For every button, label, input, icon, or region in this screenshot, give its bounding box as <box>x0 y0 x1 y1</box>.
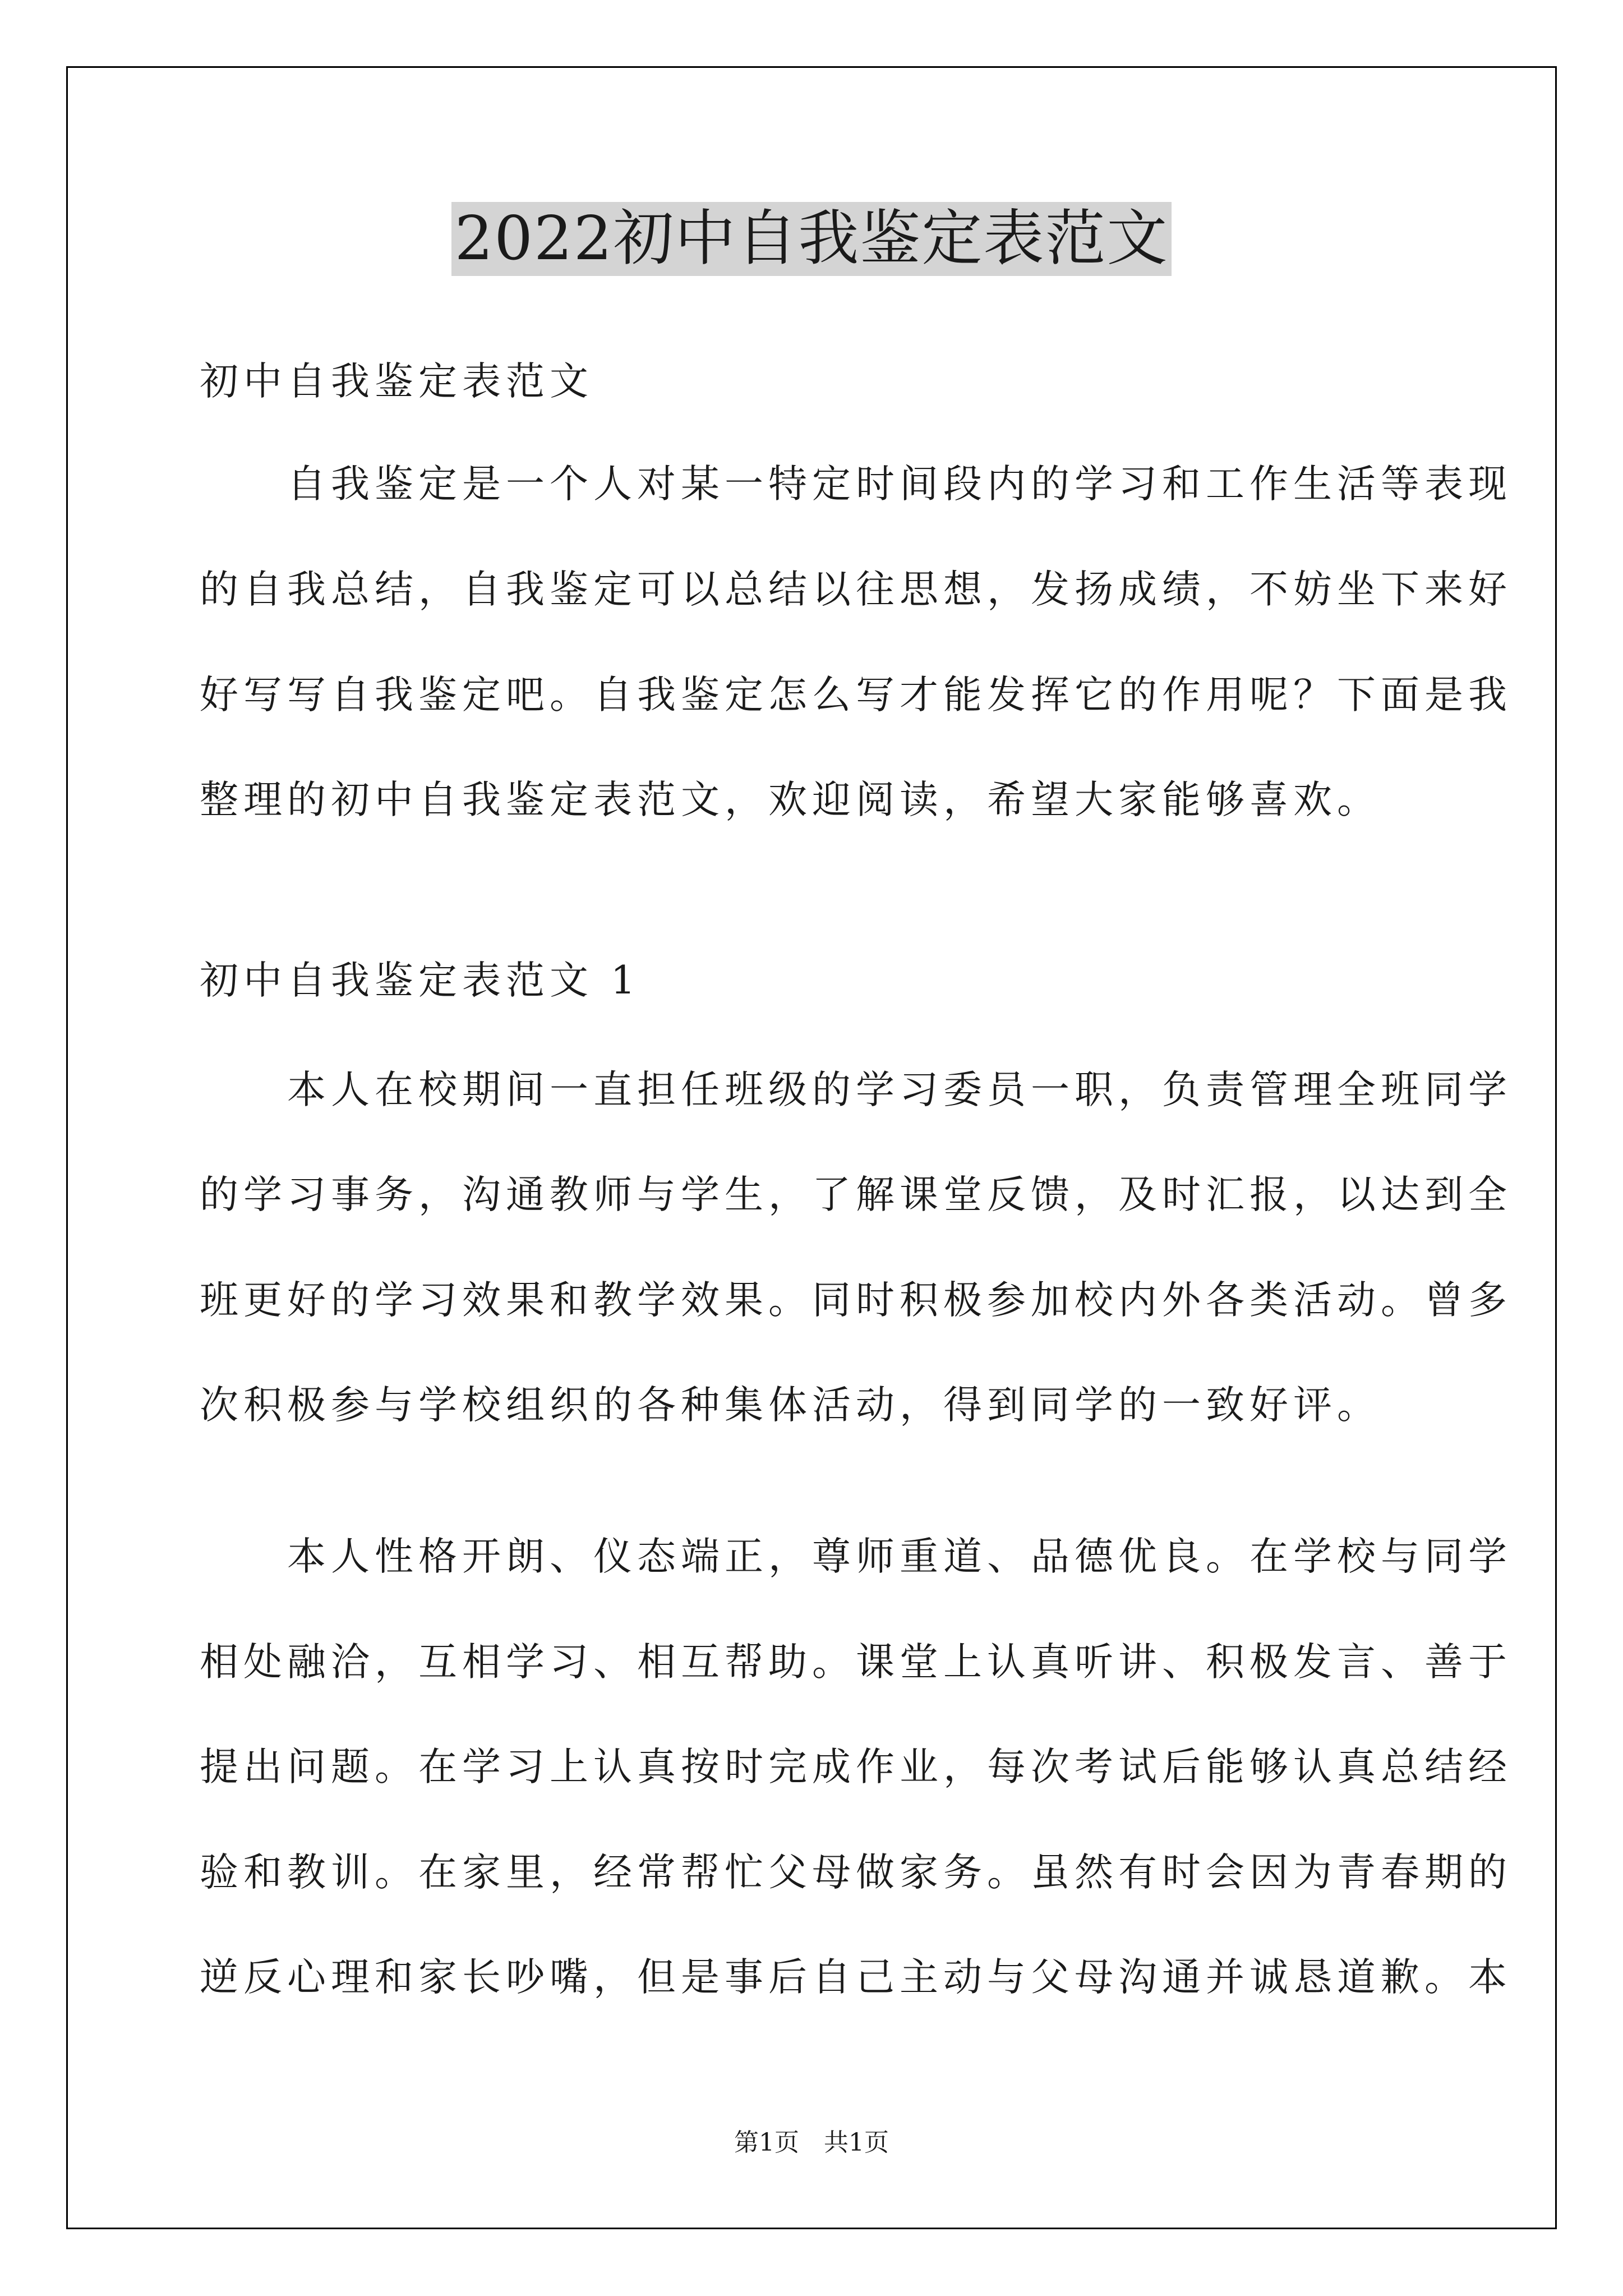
intro-line: 好写写自我鉴定吧。自我鉴定怎么写才能发挥它的作用呢？下面是我 <box>200 673 1512 717</box>
paragraph-line: 本人性格开朗、仪态端正，尊师重道、品德优良。在学校与同学 <box>200 1534 1512 1579</box>
paragraph-line: 的学习事务，沟通教师与学生，了解课堂反馈，及时汇报，以达到全 <box>200 1172 1512 1217</box>
paragraph-line: 班更好的学习效果和教学效果。同时积极参加校内外各类活动。曾多 <box>200 1278 1512 1323</box>
paragraph-line: 相处融洽，互相学习、相互帮助。课堂上认真听讲、积极发言、善于 <box>200 1640 1512 1685</box>
title-container <box>0 202 1623 276</box>
paragraph-line: 逆反心理和家长吵嘴，但是事后自己主动与父母沟通并诚恳道歉。本 <box>200 1955 1512 2000</box>
section-heading: 初中自我鉴定表范文 1 <box>200 958 640 1003</box>
intro-line: 的自我总结，自我鉴定可以总结以往思想，发扬成绩，不妨坐下来好 <box>200 567 1512 612</box>
page-footer: 第1页 共1页 <box>734 2128 889 2157</box>
paragraph-line: 验和教训。在家里，经常帮忙父母做家务。虽然有时会因为青春期的 <box>200 1850 1512 1895</box>
paragraph-line: 次积极参与学校组织的各种集体活动，得到同学的一致好评。 <box>200 1383 1381 1428</box>
paragraph-line: 本人在校期间一直担任班级的学习委员一职，负责管理全班同学 <box>200 1068 1512 1112</box>
subtitle: 初中自我鉴定表范文 <box>200 359 593 404</box>
intro-line: 自我鉴定是一个人对某一特定时间段内的学习和工作生活等表现 <box>200 462 1512 507</box>
paragraph-line: 提出问题。在学习上认真按时完成作业，每次考试后能够认真总结经 <box>200 1745 1512 1789</box>
intro-line: 整理的初中自我鉴定表范文，欢迎阅读，希望大家能够喜欢。 <box>200 777 1381 822</box>
document-title: 2022初中自我鉴定表范文 <box>451 202 1172 276</box>
